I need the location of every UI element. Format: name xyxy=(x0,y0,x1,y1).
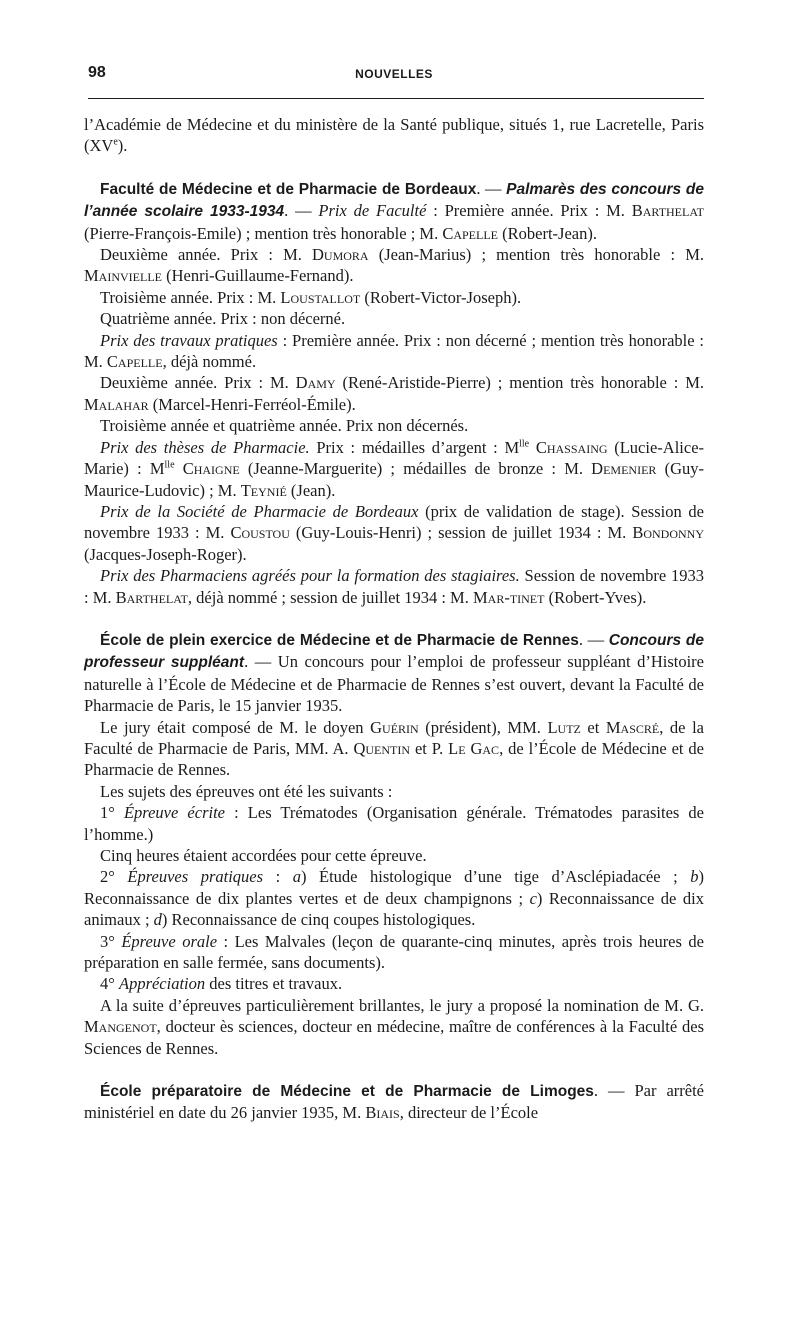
paragraph xyxy=(84,330,704,373)
paragraph xyxy=(84,244,704,287)
text-run: (Jean). xyxy=(286,480,336,500)
paragraph xyxy=(84,629,704,717)
text-run: (Jeanne-Marguerite) ; médailles de bronze : M. xyxy=(239,459,592,479)
italic-text: Prix de la Société de Pharmacie de Bordeaux xyxy=(100,501,419,521)
paragraph xyxy=(84,114,704,157)
section-gap xyxy=(84,608,704,629)
person-name: Le Gac xyxy=(448,738,500,758)
paragraph xyxy=(84,1080,704,1124)
text-run: A la suite d’épreuves particulièrement brillantes, le jury a proposé la nomination de M. G. xyxy=(100,995,704,1015)
person-name: Barthelat xyxy=(115,587,188,607)
italic-text: c xyxy=(529,888,537,908)
text-run: . — xyxy=(476,178,507,198)
text-run: ) Reconnaissance de cinq coupes histologiques. xyxy=(161,910,476,930)
subsection-heading: Concours de professeur suppléant xyxy=(84,631,705,672)
running-head: NOUVELLES xyxy=(355,67,433,81)
page-number: 98 xyxy=(88,64,106,81)
text-run: Les sujets des épreuves ont été les suivants : xyxy=(100,781,393,801)
paragraph xyxy=(84,565,704,608)
text-run: des titres et travaux. xyxy=(205,974,343,994)
paragraph xyxy=(84,973,704,994)
text-run: 2° xyxy=(100,867,128,887)
italic-text: d xyxy=(153,910,162,930)
text-run: , de la Faculté de Pharmacie de Paris, MM. A. xyxy=(84,717,704,758)
text-run: (Guy-Louis-Henri) ; session de juillet 1934 : M. xyxy=(289,523,633,543)
section-heading: Faculté de Médecine et de Pharmacie de Bordeaux xyxy=(100,180,477,198)
italic-text: Épreuve orale xyxy=(121,931,218,951)
superscript: e xyxy=(113,136,118,148)
text-run xyxy=(529,438,536,457)
paragraph xyxy=(84,995,704,1059)
person-name: Damy xyxy=(295,373,336,393)
text-run: 4° xyxy=(100,974,119,994)
person-name: Dumora xyxy=(312,245,369,265)
text-run: Deuxième année. Prix : M. xyxy=(100,245,313,265)
person-name: Guérin xyxy=(370,717,419,737)
person-name: Biais xyxy=(365,1103,400,1123)
text-run: Session de novembre 1933 : M. xyxy=(84,566,704,607)
text-run: Le jury était composé de M. le doyen xyxy=(100,717,371,737)
text-run: , déjà nommé. xyxy=(162,352,257,372)
person-name: Coustou xyxy=(230,523,290,543)
italic-text: Prix des Pharmaciens agréés pour la formation des stagiaires. xyxy=(100,566,520,586)
text-run: Troisième année. Prix : M. xyxy=(100,287,281,307)
paragraph xyxy=(84,178,704,244)
text-run: : Première année. Prix : M. xyxy=(426,201,632,221)
text-run: : Les Malvales (leçon de quarante-cinq minutes, après trois heures de préparation en salle fermée, sans documents). xyxy=(84,931,704,973)
text-run: , de l’École de Médecine et de Pharmacie de Rennes. xyxy=(84,738,704,780)
text-run: , directeur de l’École xyxy=(399,1103,539,1123)
person-name: Lutz xyxy=(547,717,581,737)
italic-text: Appréciation xyxy=(118,974,206,994)
paragraph xyxy=(84,437,704,501)
text-run: (Robert-Jean). xyxy=(498,223,597,243)
person-name: Demenier xyxy=(591,459,657,479)
text-run: et xyxy=(580,717,606,737)
text-run: (Marcel-Henri-Ferréol-Émile). xyxy=(148,394,356,414)
text-run: : Première année. Prix : non décerné ; mention très honorable : M. xyxy=(84,330,704,372)
section-heading: École de plein exercice de Médecine et de Pharmacie de Rennes xyxy=(100,631,579,649)
italic-text: Prix des thèses de Pharmacie. xyxy=(100,437,310,457)
paragraph xyxy=(84,308,704,329)
text-run: : xyxy=(263,867,293,887)
text-run: Cinq heures étaient accordées pour cette épreuve. xyxy=(100,846,427,865)
italic-text: Prix des travaux pratiques xyxy=(100,330,278,350)
text-run: Prix : médailles d’argent : M xyxy=(309,437,520,457)
section-gap xyxy=(84,157,704,178)
person-name: Quentin xyxy=(353,738,411,758)
text-run: ) Étude histologique d’une tige d’Asclépiadacée ; xyxy=(300,867,691,887)
text-run: ) Reconnaissance de dix plantes vertes et de deux champignons ; xyxy=(84,867,704,908)
italic-text: Prix de Faculté xyxy=(318,201,427,221)
page-header xyxy=(84,64,704,86)
person-name: Capelle xyxy=(442,223,498,243)
text-run: Quatrième année. Prix : non décerné. xyxy=(100,309,346,329)
italic-text: Épreuve écrite xyxy=(123,803,225,823)
person-name: Mainvielle xyxy=(84,266,162,286)
text-run: : Les Trématodes (Organisation générale. Trématodes parasites de l’homme.) xyxy=(84,803,704,844)
person-name: Capelle xyxy=(106,352,163,372)
superscript: lle xyxy=(164,459,175,471)
text-run: (Henri-Guillaume-Fernand). xyxy=(161,266,354,286)
person-name: Bondonny xyxy=(632,523,704,543)
text-run: Deuxième année. Prix : M. xyxy=(100,373,296,393)
text-run: 3° xyxy=(100,931,122,951)
paragraph xyxy=(84,802,704,845)
text-run: . — Un concours pour l’emploi de professeur suppléant d’Histoire naturelle à l’École de Médecine et de Pharmacie de Rennes s’est ouvert, devant la Faculté de Pharmacie de Paris, le 15 janvier 1935. xyxy=(84,652,704,716)
text-run: (Lucie-Alice-Marie) : M xyxy=(84,437,705,479)
paragraph xyxy=(84,866,704,930)
superscript: lle xyxy=(519,438,530,450)
text-run: (Pierre-François-Emile) ; mention très honorable ; M. xyxy=(84,223,443,243)
person-name: Teynié xyxy=(240,480,287,500)
text-run: ) Reconnaissance de dix animaux ; xyxy=(84,888,704,930)
paragraph xyxy=(84,845,704,866)
text-run: . — Par arrêté ministériel en date du 26 janvier 1935, M. xyxy=(84,1081,705,1123)
text-run: 1° xyxy=(100,803,124,823)
text-run: (Guy-Maurice-Ludovic) ; M. xyxy=(84,459,705,500)
paragraph xyxy=(84,287,704,308)
text-run: (Robert-Yves). xyxy=(544,587,647,607)
text-run: (prix de validation de stage). Session de novembre 1933 : M. xyxy=(84,501,704,543)
section-heading: École préparatoire de Médecine et de Pharmacie de Limoges xyxy=(100,1083,594,1101)
text-run: (René-Aristide-Pierre) ; mention très honorable : M. xyxy=(335,373,704,393)
person-name: Mangenot xyxy=(84,1017,157,1037)
paragraph xyxy=(84,501,704,565)
person-name: Malahar xyxy=(84,394,149,414)
italic-text: b xyxy=(690,867,699,887)
paragraph xyxy=(84,717,704,781)
body-text xyxy=(84,114,704,1124)
person-name: Loustallot xyxy=(280,287,361,307)
text-run: , déjà nommé ; session de juillet 1934 : M. xyxy=(187,587,473,607)
text-run: (Jacques-Joseph-Roger). xyxy=(84,544,247,564)
text-run: (Robert-Victor-Joseph). xyxy=(360,287,522,307)
text-run xyxy=(175,459,183,478)
paragraph xyxy=(84,372,704,415)
paragraph xyxy=(84,931,704,974)
text-run: Troisième année et quatrième année. Prix non décernés. xyxy=(100,416,469,436)
text-run: (Jean-Marius) ; mention très honorable : M. xyxy=(368,245,704,265)
person-name: Barthelat xyxy=(631,201,705,221)
paragraph xyxy=(84,415,704,436)
person-name: Mascré xyxy=(605,717,660,737)
italic-text: Épreuves pratiques xyxy=(127,867,264,887)
subsection-heading: Palmarès des concours de l’année scolaire 1933-1934 xyxy=(84,180,705,221)
text-run: et P. xyxy=(410,738,449,758)
italic-text: a xyxy=(292,867,301,887)
text-run: . — xyxy=(578,629,609,649)
person-name: Chaigne xyxy=(182,459,240,479)
text-run: (président), MM. xyxy=(418,717,548,737)
text-run: l’Académie de Médecine et du ministère de la Santé publique, situés 1, rue Lacretelle, Paris (XV xyxy=(84,115,704,156)
text-run: ). xyxy=(117,136,128,156)
paragraph xyxy=(84,781,704,802)
person-name: Mar-tinet xyxy=(472,587,545,607)
text-run: , docteur ès sciences, docteur en médecine, maître de conférences à la Faculté des Sciences de Rennes. xyxy=(84,1017,704,1058)
header-rule xyxy=(88,98,704,99)
person-name: Chassaing xyxy=(535,437,608,457)
section-gap xyxy=(84,1059,704,1080)
text-run: . — xyxy=(284,201,319,221)
